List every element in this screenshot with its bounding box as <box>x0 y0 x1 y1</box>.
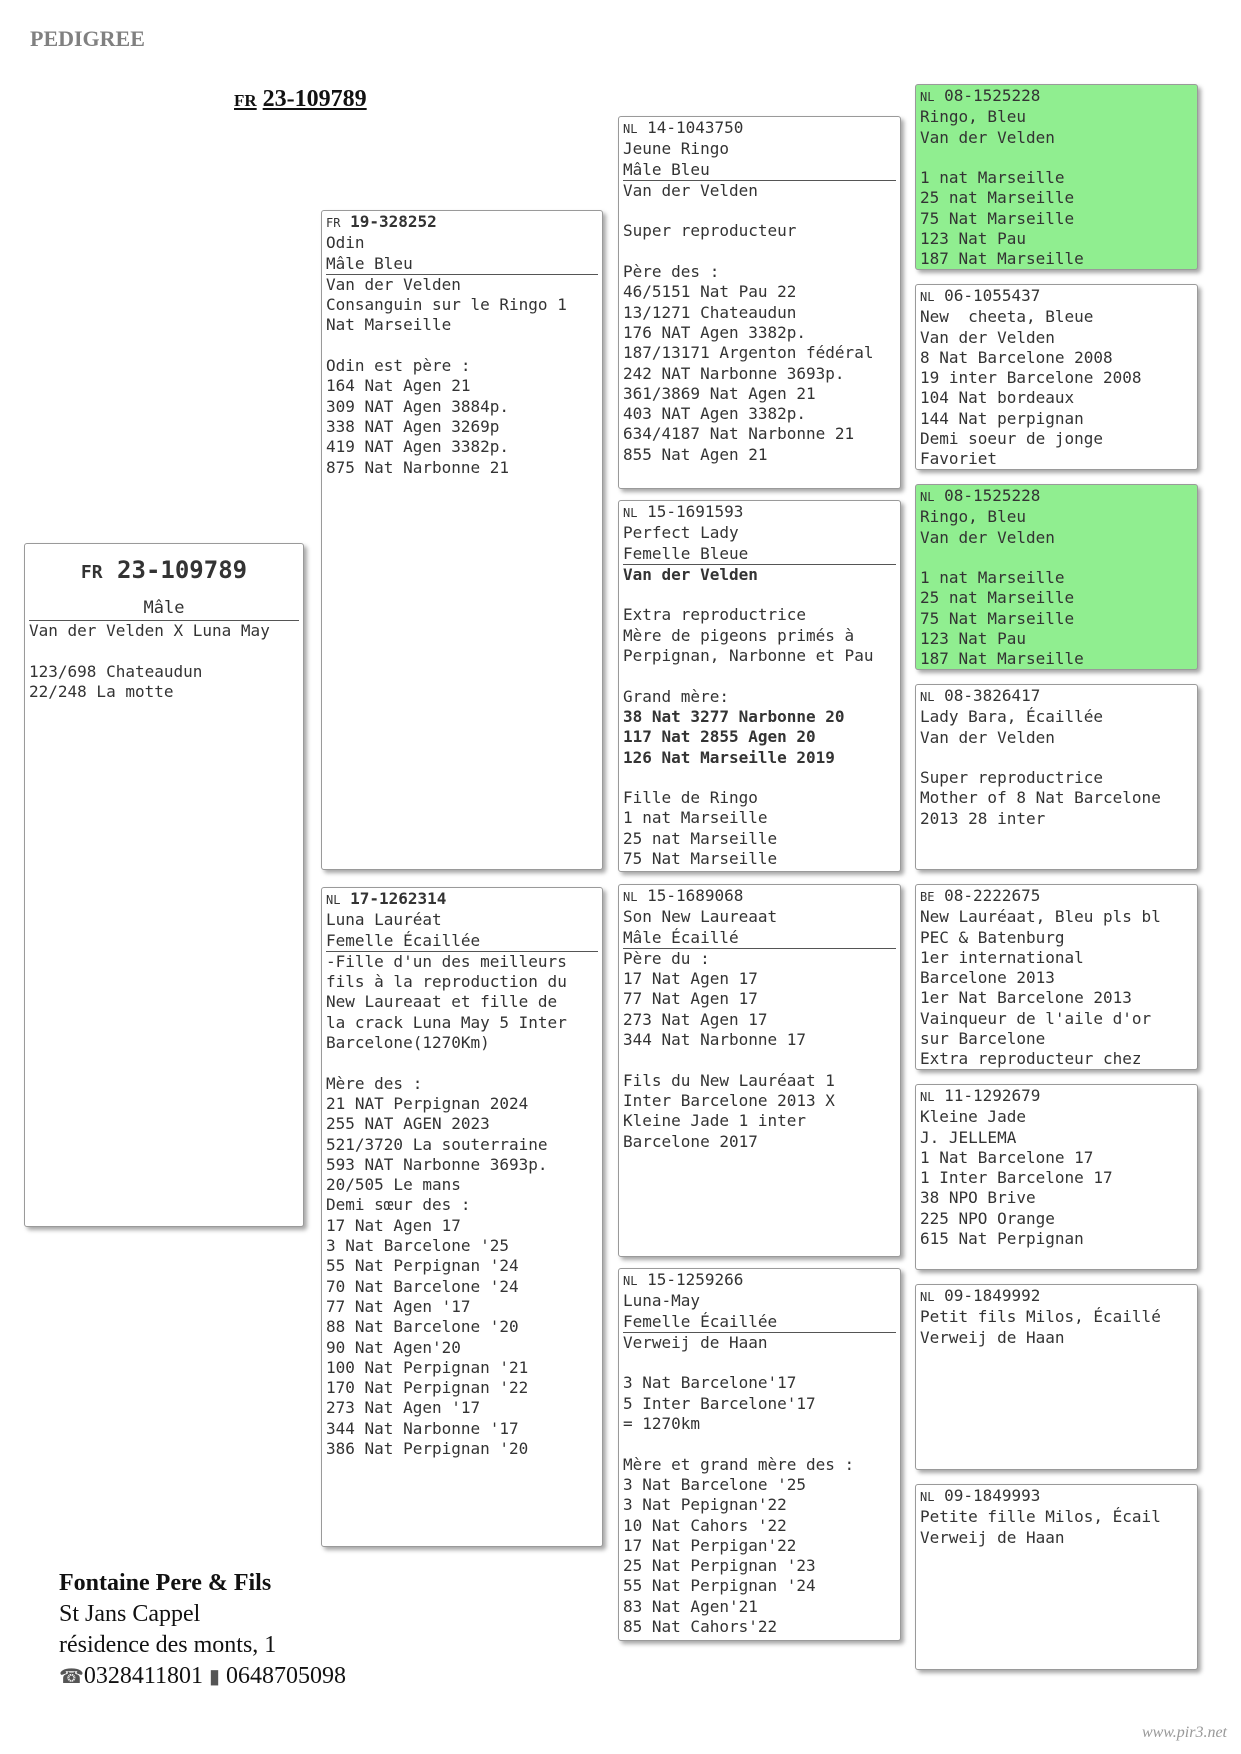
info-line: Mère et grand mère des : <box>623 1454 855 1474</box>
country-code: NL <box>920 1090 935 1104</box>
country-code: NL <box>920 290 935 304</box>
info-line <box>623 242 896 262</box>
bird-sex: Mâle Bleu <box>623 160 896 181</box>
header-ring: 23-109789 <box>262 86 367 112</box>
info-line: 144 Nat perpignan <box>920 408 1084 428</box>
ring-number <box>326 212 598 233</box>
info-line: 46/5151 Nat Pau 22 <box>623 282 797 302</box>
info-line: la crack Luna May 5 Inter <box>326 1012 567 1032</box>
info-line: 1 Nat Barcelone 17 <box>920 1147 1094 1167</box>
ring: 08-1525228 <box>944 486 1041 505</box>
bird-name: Jeune Ringo <box>623 139 729 159</box>
info-line: 90 Nat Agen'20 <box>326 1337 461 1357</box>
info-line: Van der Velden <box>920 327 1055 347</box>
sire-dam-card <box>618 500 901 872</box>
country-code: NL <box>920 1290 935 1304</box>
info-line: Super reproductrice <box>920 768 1104 788</box>
info-line <box>29 641 299 661</box>
info-line: 170 Nat Perpignan '22 <box>326 1378 529 1398</box>
breeder-city: St Jans Cappel <box>59 1601 201 1627</box>
dam-sire-sire-card <box>915 884 1198 1070</box>
info-line: 88 Nat Barcelone '20 <box>326 1317 519 1337</box>
ring: 06-1055437 <box>944 286 1041 305</box>
info-line: Van der Velden X Luna May <box>29 621 270 640</box>
info-line: Verweij de Haan <box>623 1332 768 1352</box>
ring: 17-1262314 <box>350 889 447 908</box>
info-line: 855 Nat Agen 21 <box>623 444 768 464</box>
country-code: BE <box>920 890 935 904</box>
info-line: 25 nat Marseille <box>920 188 1075 208</box>
info-line <box>920 748 1193 768</box>
sire-sire-card <box>618 116 901 489</box>
breeder-address: résidence des monts, 1 <box>59 1632 277 1658</box>
info-line: Demi soeur de jonge <box>920 429 1104 449</box>
ring-number <box>623 502 896 523</box>
info-line: Perpignan, Narbonne et Pau <box>623 646 874 666</box>
info-line: 38 NPO Brive <box>920 1188 1036 1208</box>
info-line: 55 Nat Perpignan '24 <box>326 1256 519 1276</box>
header-country: FR <box>234 91 257 110</box>
dam-dam-card <box>618 1268 901 1641</box>
dam-card <box>321 887 603 1547</box>
info-line: Favoriet <box>920 449 998 469</box>
info-line: 187 Nat Marseille <box>920 249 1084 269</box>
info-line: 75 Nat Marseille <box>623 849 778 869</box>
info-line <box>920 148 1193 168</box>
info-line: 3 Nat Barcelone '25 <box>326 1236 510 1256</box>
bird-name: Son New Laureaat <box>623 907 778 927</box>
country-code: NL <box>920 690 935 704</box>
dam-sire-card <box>618 884 901 1257</box>
ring-number <box>920 486 1193 507</box>
info-line <box>623 201 896 221</box>
ring-number <box>920 886 1193 907</box>
info-line: 21 NAT Perpignan 2024 <box>326 1093 529 1113</box>
info-line: Petit fils Milos, Écaillé <box>920 1307 1161 1327</box>
ring-number <box>623 118 896 139</box>
bird-name: Perfect Lady <box>623 523 739 543</box>
info-line: 75 Nat Marseille <box>920 208 1075 228</box>
info-line: 22/248 La motte <box>29 681 174 701</box>
info-line: Mère des : <box>326 1073 423 1093</box>
info-line: 403 NAT Agen 3382p. <box>623 404 807 424</box>
info-line: -Fille d'un des meilleurs <box>326 951 567 971</box>
sire-sire-sire-card <box>915 84 1198 270</box>
breeder-name: Fontaine Pere & Fils <box>59 1570 272 1596</box>
bird-name: Odin <box>326 233 365 253</box>
info-line <box>623 1353 896 1373</box>
info-line: Demi sœur des : <box>326 1195 471 1215</box>
info-line: 100 Nat Perpignan '21 <box>326 1357 529 1377</box>
info-line: 123/698 Chateaudun <box>29 661 203 681</box>
info-line: 615 Nat Perpignan <box>920 1229 1084 1249</box>
info-line: New Lauréaat, Bleu pls bl <box>920 907 1161 927</box>
phone-number[interactable]: 0328411801 <box>83 1663 204 1689</box>
page-title: PEDIGREE <box>30 26 145 51</box>
bird-name: Luna-May <box>623 1291 701 1311</box>
info-line: Mother of 8 Nat Barcelone <box>920 788 1161 808</box>
info-line: 255 NAT AGEN 2023 <box>326 1114 490 1134</box>
info-line <box>623 1434 896 1454</box>
subject-ring: 23-109789 <box>117 556 248 584</box>
bird-sex: Femelle Écaillée <box>623 1312 896 1333</box>
ring: 08-3826417 <box>944 686 1041 705</box>
country-code: NL <box>326 893 341 907</box>
country-code: NL <box>623 506 638 520</box>
ring-number <box>920 1286 1193 1307</box>
info-line: Père du : <box>623 948 710 968</box>
country-code: NL <box>623 890 638 904</box>
info-line <box>326 336 598 356</box>
info-line: Vainqueur de l'aile d'or <box>920 1008 1152 1028</box>
country-code: NL <box>920 90 935 104</box>
info-line: Van der Velden <box>920 127 1055 147</box>
breeder-info <box>59 1568 346 1693</box>
info-line: = 1270km <box>623 1414 701 1434</box>
telephone-icon: ☎ <box>59 1666 84 1688</box>
info-line: 3 Nat Barcelone '25 <box>623 1474 807 1494</box>
info-line: Barcelone 2017 <box>623 1131 758 1151</box>
info-line: 85 Nat Cahors'22 <box>623 1617 778 1637</box>
info-line: 309 NAT Agen 3884p. <box>326 396 510 416</box>
info-line: 875 Nat Narbonne 21 <box>326 457 510 477</box>
info-line: 164 Nat Agen 21 <box>326 376 471 396</box>
bird-sex: Mâle Bleu <box>326 254 598 275</box>
ring: 15-1259266 <box>647 1270 744 1289</box>
subject-card <box>24 543 304 1227</box>
info-line: 1 Inter Barcelone 17 <box>920 1168 1113 1188</box>
info-line: 117 Nat 2855 Agen 20 <box>623 727 816 747</box>
subject-sex: Mâle <box>29 596 299 621</box>
info-line: New Laureaat et fille de <box>326 992 558 1012</box>
info-line: Barcelone 2013 <box>920 968 1055 988</box>
info-line: 75 Nat Marseille <box>920 608 1075 628</box>
info-line: 361/3869 Nat Agen 21 <box>623 383 816 403</box>
info-line: Van der Velden <box>326 274 461 294</box>
dam-dam-sire-card <box>915 1284 1198 1470</box>
info-line: Extra reproducteur chez <box>920 1049 1142 1069</box>
info-line: 1er international <box>920 947 1084 967</box>
info-line: Consanguin sur le Ringo 1 <box>326 295 567 315</box>
info-line: 187/13171 Argenton fédéral <box>623 343 874 363</box>
info-line: 225 NPO Orange <box>920 1208 1055 1228</box>
ring: 15-1689068 <box>647 886 744 905</box>
subject-id <box>29 555 299 588</box>
info-line: 77 Nat Agen '17 <box>326 1296 471 1316</box>
bird-name: Luna Lauréat <box>326 910 442 930</box>
info-line: 10 Nat Cahors '22 <box>623 1515 787 1535</box>
info-line: Barcelone(1270Km) <box>326 1033 490 1053</box>
info-line: Inter Barcelone 2013 X <box>623 1090 835 1110</box>
info-line: 55 Nat Perpignan '24 <box>623 1576 816 1596</box>
country-code: NL <box>623 1274 638 1288</box>
info-line: Fille de Ringo <box>623 788 758 808</box>
info-line: New cheeta, Bleue <box>920 307 1094 327</box>
dam-dam-dam-card <box>915 1484 1198 1670</box>
info-line: 187 Nat Marseille <box>920 649 1084 669</box>
bird-sex: Mâle Écaillé <box>623 928 896 949</box>
info-line: Grand mère: <box>623 686 729 706</box>
subject-lines <box>29 621 299 702</box>
info-line: 3 Nat Pepignan'22 <box>623 1495 787 1515</box>
ring: 09-1849993 <box>944 1486 1041 1505</box>
info-line: 273 Nat Agen '17 <box>326 1398 481 1418</box>
info-line: 521/3720 La souterraine <box>326 1134 548 1154</box>
info-line: Odin est père : <box>326 356 471 376</box>
info-line: 25 nat Marseille <box>623 828 778 848</box>
info-line: Ringo, Bleu <box>920 107 1026 127</box>
info-line: PEC & Batenburg <box>920 927 1065 947</box>
sire-sire-dam-card <box>915 284 1198 470</box>
info-line: fils à la reproduction du <box>326 972 567 992</box>
info-line: Lady Bara, Écaillée <box>920 707 1104 727</box>
info-line: 20/505 Le mans <box>326 1175 461 1195</box>
ring: 15-1691593 <box>647 502 744 521</box>
ring-number <box>920 1486 1193 1507</box>
info-line: J. JELLEMA <box>920 1127 1017 1147</box>
ring-number <box>326 889 598 910</box>
info-line: 126 Nat Marseille 2019 <box>623 747 835 767</box>
info-line: 70 Nat Barcelone '24 <box>326 1276 519 1296</box>
info-line: 344 Nat Narbonne '17 <box>326 1418 519 1438</box>
info-line: Van der Velden <box>920 727 1055 747</box>
sire-dam-dam-card <box>915 684 1198 870</box>
info-line: 77 Nat Agen 17 <box>623 989 758 1009</box>
info-line: 13/1271 Chateaudun <box>623 302 797 322</box>
breeder-phones <box>59 1661 346 1693</box>
info-line: 273 Nat Agen 17 <box>623 1009 768 1029</box>
header-ring-number <box>234 86 367 113</box>
ring: 14-1043750 <box>647 118 744 137</box>
info-line: Nat Marseille <box>326 315 452 335</box>
info-line <box>326 1053 598 1073</box>
country-code: NL <box>623 122 638 136</box>
ring-number <box>920 1086 1193 1107</box>
info-line: 123 Nat Pau <box>920 629 1026 649</box>
bird-sex: Femelle Écaillée <box>326 931 598 952</box>
info-line: 419 NAT Agen 3382p. <box>326 437 510 457</box>
dam-sire-dam-card <box>915 1084 1198 1270</box>
info-line: sur Barcelone <box>920 1029 1046 1049</box>
info-line: Kleine Jade <box>920 1107 1026 1127</box>
ring-number <box>920 686 1193 707</box>
info-line: Van der Velden <box>623 180 758 200</box>
info-line: 19 inter Barcelone 2008 <box>920 368 1142 388</box>
info-line: Ringo, Bleu <box>920 507 1026 527</box>
info-line: 5 Inter Barcelone'17 <box>623 1393 816 1413</box>
info-line: 17 Nat Perpigan'22 <box>623 1535 797 1555</box>
ring: 08-2222675 <box>944 886 1041 905</box>
info-line: 25 Nat Perpignan '23 <box>623 1556 816 1576</box>
info-line <box>623 768 896 788</box>
info-line: 2013 28 inter <box>920 808 1046 828</box>
ring: 09-1849992 <box>944 1286 1041 1305</box>
ring-number <box>920 86 1193 107</box>
ring-number <box>623 1270 896 1291</box>
bird-sex: Femelle Bleue <box>623 544 896 565</box>
info-line: 38 Nat 3277 Narbonne 20 <box>623 706 845 726</box>
country-code: NL <box>920 490 935 504</box>
info-line: 634/4187 Nat Narbonne 21 <box>623 424 855 444</box>
info-line: 104 Nat bordeaux <box>920 388 1075 408</box>
watermark: www.pir3.net <box>1141 1724 1227 1741</box>
info-line: Extra reproductrice <box>623 605 807 625</box>
info-line: 338 NAT Agen 3269p <box>326 416 500 436</box>
info-line: 1 nat Marseille <box>623 808 768 828</box>
sire-card <box>321 210 603 870</box>
info-line <box>623 1050 896 1070</box>
info-line: 176 NAT Agen 3382p. <box>623 322 807 342</box>
sire-dam-sire-card <box>915 484 1198 670</box>
info-line: 1 nat Marseille <box>920 168 1065 188</box>
ring-number <box>623 886 896 907</box>
ring: 11-1292679 <box>944 1086 1041 1105</box>
ring: 08-1525228 <box>944 86 1041 105</box>
mobile-number[interactable]: 0648705098 <box>226 1663 347 1689</box>
subject-country: FR <box>80 562 103 583</box>
info-line: 593 NAT Narbonne 3693p. <box>326 1154 548 1174</box>
info-line: 1 nat Marseille <box>920 568 1065 588</box>
info-line: 123 Nat Pau <box>920 229 1026 249</box>
info-line <box>623 666 896 686</box>
info-line: Père des : <box>623 262 720 282</box>
info-line: Kleine Jade 1 inter <box>623 1111 807 1131</box>
info-line: Van der Velden <box>623 564 758 584</box>
mobile-phone-icon: ▮ <box>209 1666 221 1688</box>
info-line: 17 Nat Agen 17 <box>623 969 758 989</box>
ring: 19-328252 <box>350 212 437 231</box>
info-line: Super reproducteur <box>623 221 797 241</box>
country-code: NL <box>920 1490 935 1504</box>
info-line: 386 Nat Perpignan '20 <box>326 1439 529 1459</box>
info-line: 25 nat Marseille <box>920 588 1075 608</box>
info-line: Van der Velden <box>920 527 1055 547</box>
info-line: 344 Nat Narbonne 17 <box>623 1030 807 1050</box>
info-line: 83 Nat Agen'21 <box>623 1596 758 1616</box>
info-line: Petite fille Milos, Écail <box>920 1507 1161 1527</box>
info-line <box>920 548 1193 568</box>
country-code: FR <box>326 216 341 230</box>
info-line: 3 Nat Barcelone'17 <box>623 1373 797 1393</box>
ring-number <box>920 286 1193 307</box>
info-line: 1er Nat Barcelone 2013 <box>920 988 1132 1008</box>
info-line: 17 Nat Agen 17 <box>326 1215 461 1235</box>
info-line: Verweij de Haan <box>920 1327 1065 1347</box>
info-line: Mère de pigeons primés à <box>623 625 855 645</box>
info-line: 242 NAT Narbonne 3693p. <box>623 363 845 383</box>
info-line <box>623 585 896 605</box>
info-line: Verweij de Haan <box>920 1527 1065 1547</box>
info-line: Fils du New Lauréaat 1 <box>623 1070 835 1090</box>
info-line: 8 Nat Barcelone 2008 <box>920 347 1113 367</box>
